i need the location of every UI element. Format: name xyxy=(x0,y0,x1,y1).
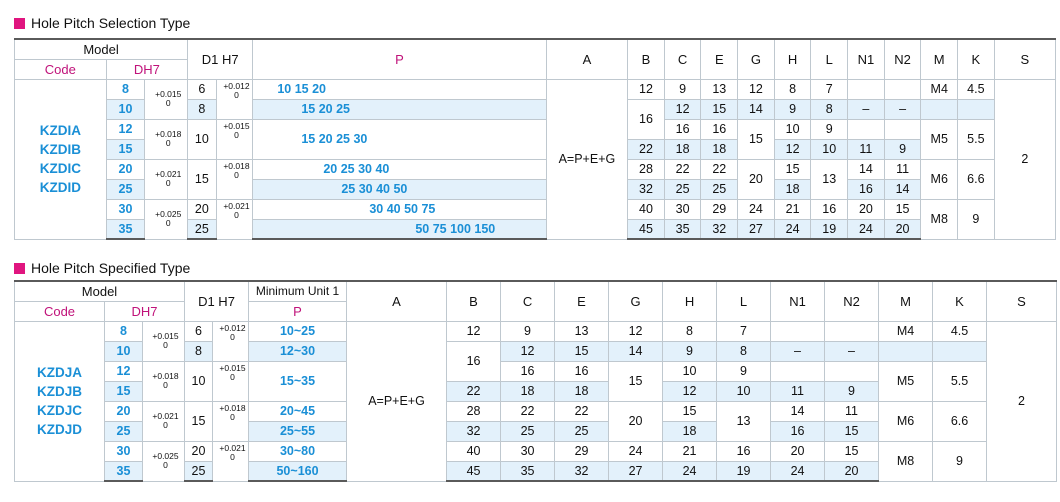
l-value: 10 xyxy=(811,139,848,159)
h-value: 12 xyxy=(774,139,811,159)
n1-value: – xyxy=(848,99,885,119)
e-value: 18 xyxy=(701,139,738,159)
d1-tolerance: +0.012 0 xyxy=(216,79,253,119)
m-header: M xyxy=(879,281,933,321)
d-value: 8 xyxy=(106,79,145,99)
n2-value: – xyxy=(884,99,921,119)
d1-tolerance: +0.015 0 xyxy=(216,119,253,159)
h-value: 10 xyxy=(663,361,717,381)
d-value: 25 xyxy=(105,421,143,441)
g-value: 14 xyxy=(738,99,775,119)
n2-value: – xyxy=(825,341,879,361)
h-value: 12 xyxy=(663,381,717,401)
g-value: 27 xyxy=(609,461,663,481)
h-value: 24 xyxy=(774,219,811,239)
h-value: 18 xyxy=(774,179,811,199)
d1h7-header: D1 H7 xyxy=(188,39,253,79)
c-value: 16 xyxy=(664,119,701,139)
l-value: 7 xyxy=(717,321,771,341)
d-tolerance: +0.021 0 xyxy=(145,159,188,199)
b-header: B xyxy=(447,281,501,321)
d-value: 20 xyxy=(105,401,143,421)
code-item: KZDIA xyxy=(39,123,81,138)
d1-value: 6 xyxy=(188,79,217,99)
d1-value: 10 xyxy=(188,119,217,159)
p-values: 10~25 xyxy=(249,321,347,341)
min-unit-header: Minimum Unit 1 xyxy=(249,281,347,301)
g-value: 15 xyxy=(609,361,663,401)
m-value: M5 xyxy=(921,119,958,159)
d1-tolerance: +0.018 0 xyxy=(213,401,249,441)
d1-tolerance: +0.021 0 xyxy=(216,199,253,239)
g-value: 27 xyxy=(738,219,775,239)
l-value: 10 xyxy=(717,381,771,401)
a-formula: A=P+E+G xyxy=(546,79,627,239)
m-value xyxy=(879,341,933,361)
n1-value: 24 xyxy=(848,219,885,239)
b-value: 45 xyxy=(628,219,665,239)
n2-header: N2 xyxy=(825,281,879,321)
h-value: 15 xyxy=(774,159,811,179)
a-formula: A=P+E+G xyxy=(347,321,447,481)
e-value: 32 xyxy=(701,219,738,239)
g-value: 20 xyxy=(738,159,775,199)
h-value: 9 xyxy=(774,99,811,119)
l-value: 7 xyxy=(811,79,848,99)
m-value: M4 xyxy=(921,79,958,99)
h-value: 8 xyxy=(663,321,717,341)
e-header: E xyxy=(555,281,609,321)
m-value: M6 xyxy=(921,159,958,199)
d-value: 35 xyxy=(105,461,143,481)
l-value: 13 xyxy=(717,401,771,441)
n1-value: 16 xyxy=(848,179,885,199)
c-value: 35 xyxy=(664,219,701,239)
p-values: 50 75 100 150 xyxy=(253,219,546,239)
b-value: 28 xyxy=(628,159,665,179)
n1-value xyxy=(848,79,885,99)
d-value: 15 xyxy=(105,381,143,401)
d-value: 35 xyxy=(106,219,145,239)
c-value: 9 xyxy=(501,321,555,341)
dh7-header: DH7 xyxy=(106,59,187,79)
h-value: 21 xyxy=(774,199,811,219)
b-value: 16 xyxy=(628,99,665,139)
h-value: 18 xyxy=(663,421,717,441)
code-item: KZDJB xyxy=(36,384,82,399)
b-value: 22 xyxy=(447,381,501,401)
d1-tolerance: +0.015 0 xyxy=(213,361,249,401)
h-value: 9 xyxy=(663,341,717,361)
c-value: 35 xyxy=(501,461,555,481)
c-value: 18 xyxy=(664,139,701,159)
a-header: A xyxy=(546,39,627,79)
e-value: 22 xyxy=(555,401,609,421)
p-values: 10 15 20 xyxy=(253,79,546,99)
d-value: 8 xyxy=(105,321,143,341)
m-header: M xyxy=(921,39,958,79)
n2-value: 9 xyxy=(884,139,921,159)
section-title-text: Hole Pitch Specified Type xyxy=(31,260,191,276)
g-value: 24 xyxy=(738,199,775,219)
p-values: 20 25 30 40 xyxy=(253,159,546,179)
d1-value: 25 xyxy=(185,461,213,481)
d-value: 25 xyxy=(106,179,145,199)
l-value: 19 xyxy=(811,219,848,239)
b-header: B xyxy=(628,39,665,79)
l-value: 9 xyxy=(717,361,771,381)
d-tolerance: +0.025 0 xyxy=(143,441,185,481)
p-values: 25~55 xyxy=(249,421,347,441)
c-value: 12 xyxy=(501,341,555,361)
code-item: KZDJA xyxy=(36,365,82,380)
s-value: 2 xyxy=(994,79,1055,239)
n2-value xyxy=(884,119,921,139)
e-value: 16 xyxy=(555,361,609,381)
b-value: 32 xyxy=(447,421,501,441)
g-value: 12 xyxy=(609,321,663,341)
s-header: S xyxy=(987,281,1057,321)
m-value: M8 xyxy=(921,199,958,239)
dh7-header: DH7 xyxy=(105,301,185,321)
e-value: 13 xyxy=(555,321,609,341)
k-value: 5.5 xyxy=(958,119,995,159)
s-header: S xyxy=(994,39,1055,79)
b-value: 16 xyxy=(447,341,501,381)
l-value: 19 xyxy=(717,461,771,481)
code-header: Code xyxy=(15,59,107,79)
l-value: 13 xyxy=(811,159,848,199)
n1-value: – xyxy=(771,341,825,361)
n1-header: N1 xyxy=(771,281,825,321)
d1-value: 25 xyxy=(188,219,217,239)
b-value: 22 xyxy=(628,139,665,159)
h-value: 15 xyxy=(663,401,717,421)
code-item: KZDIB xyxy=(39,142,81,157)
p-header: P xyxy=(249,301,347,321)
p-values: 12~30 xyxy=(249,341,347,361)
n2-header: N2 xyxy=(884,39,921,79)
n2-value xyxy=(825,361,879,381)
n1-value: 11 xyxy=(771,381,825,401)
c-header: C xyxy=(501,281,555,321)
d1-value: 15 xyxy=(185,401,213,441)
d1h7-header: D1 H7 xyxy=(185,281,249,321)
e-value: 25 xyxy=(555,421,609,441)
k-value: 5.5 xyxy=(933,361,987,401)
d-tolerance: +0.018 0 xyxy=(143,361,185,401)
d1-tolerance: +0.021 0 xyxy=(213,441,249,481)
p-values: 15 20 25 30 xyxy=(253,119,546,159)
k-header: K xyxy=(933,281,987,321)
n2-value: 15 xyxy=(825,441,879,461)
h-value: 21 xyxy=(663,441,717,461)
title-bullet-icon xyxy=(14,18,25,29)
d1-value: 8 xyxy=(185,341,213,361)
g-header: G xyxy=(738,39,775,79)
p-values: 30~80 xyxy=(249,441,347,461)
k-value: 4.5 xyxy=(933,321,987,341)
e-value: 32 xyxy=(555,461,609,481)
d1-value: 20 xyxy=(188,199,217,219)
n2-value: 14 xyxy=(884,179,921,199)
d-value: 20 xyxy=(106,159,145,179)
l-value: 8 xyxy=(717,341,771,361)
e-value: 25 xyxy=(701,179,738,199)
code-item: KZDJC xyxy=(36,403,82,418)
c-header: C xyxy=(664,39,701,79)
n1-value: 20 xyxy=(848,199,885,219)
code-item: KZDIC xyxy=(39,161,81,176)
k-value xyxy=(933,341,987,361)
m-value: M5 xyxy=(879,361,933,401)
n1-value: 24 xyxy=(771,461,825,481)
d1-value: 10 xyxy=(185,361,213,401)
d1-tolerance: +0.012 0 xyxy=(213,321,249,361)
d-value: 10 xyxy=(106,99,145,119)
d1-tolerance: +0.018 0 xyxy=(216,159,253,199)
title-bullet-icon xyxy=(14,263,25,274)
g-value: 15 xyxy=(738,119,775,159)
n2-value xyxy=(825,321,879,341)
h-header: H xyxy=(663,281,717,321)
b-value: 12 xyxy=(447,321,501,341)
p-values: 30 40 50 75 xyxy=(253,199,546,219)
d1-value: 6 xyxy=(185,321,213,341)
n2-value: 11 xyxy=(825,401,879,421)
k-value: 4.5 xyxy=(958,79,995,99)
k-value: 6.6 xyxy=(958,159,995,199)
c-value: 25 xyxy=(501,421,555,441)
l-header: L xyxy=(811,39,848,79)
code-header: Code xyxy=(15,301,105,321)
p-values: 50~160 xyxy=(249,461,347,481)
b-value: 40 xyxy=(628,199,665,219)
n1-value xyxy=(771,361,825,381)
n2-value: 15 xyxy=(825,421,879,441)
d-value: 12 xyxy=(105,361,143,381)
b-value: 45 xyxy=(447,461,501,481)
d-tolerance: +0.015 0 xyxy=(143,321,185,361)
d-value: 30 xyxy=(105,441,143,461)
g-value: 14 xyxy=(609,341,663,361)
d1-value: 20 xyxy=(185,441,213,461)
g-value: 12 xyxy=(738,79,775,99)
selection-spec-table xyxy=(14,38,1056,240)
h-value: 8 xyxy=(774,79,811,99)
g-value: 24 xyxy=(609,441,663,461)
c-value: 30 xyxy=(664,199,701,219)
d1-value: 8 xyxy=(188,99,217,119)
n2-value: 9 xyxy=(825,381,879,401)
b-value: 40 xyxy=(447,441,501,461)
b-value: 28 xyxy=(447,401,501,421)
c-value: 16 xyxy=(501,361,555,381)
k-value: 6.6 xyxy=(933,401,987,441)
m-value: M4 xyxy=(879,321,933,341)
l-value: 8 xyxy=(811,99,848,119)
h-value: 24 xyxy=(663,461,717,481)
section-title-specified xyxy=(14,259,190,277)
h-header: H xyxy=(774,39,811,79)
m-value: M6 xyxy=(879,401,933,441)
code-item: KZDID xyxy=(39,180,81,195)
e-value: 29 xyxy=(701,199,738,219)
section-title-selection xyxy=(14,14,190,32)
n2-value: 15 xyxy=(884,199,921,219)
model-header: Model xyxy=(15,281,185,301)
e-value: 15 xyxy=(701,99,738,119)
e-value: 15 xyxy=(555,341,609,361)
d-value: 30 xyxy=(106,199,145,219)
c-value: 12 xyxy=(664,99,701,119)
b-value: 32 xyxy=(628,179,665,199)
code-list xyxy=(15,79,107,239)
model-header: Model xyxy=(15,39,188,59)
n1-value xyxy=(848,119,885,139)
code-list xyxy=(15,321,105,481)
e-value: 18 xyxy=(555,381,609,401)
n1-value: 16 xyxy=(771,421,825,441)
n1-value: 20 xyxy=(771,441,825,461)
g-header: G xyxy=(609,281,663,321)
n2-value: 11 xyxy=(884,159,921,179)
e-header: E xyxy=(701,39,738,79)
m-value xyxy=(921,99,958,119)
n1-value xyxy=(771,321,825,341)
specified-spec-table xyxy=(14,280,1057,482)
e-value: 29 xyxy=(555,441,609,461)
k-value xyxy=(958,99,995,119)
h-value: 10 xyxy=(774,119,811,139)
d-tolerance: +0.021 0 xyxy=(143,401,185,441)
p-values: 15~35 xyxy=(249,361,347,401)
code-item: KZDJD xyxy=(36,422,82,437)
n2-value xyxy=(884,79,921,99)
l-value: 16 xyxy=(811,199,848,219)
n1-header: N1 xyxy=(848,39,885,79)
s-value: 2 xyxy=(987,321,1057,481)
c-value: 22 xyxy=(664,159,701,179)
e-value: 13 xyxy=(701,79,738,99)
k-value: 9 xyxy=(933,441,987,481)
l-value: 9 xyxy=(811,119,848,139)
p-values: 15 20 25 xyxy=(253,99,546,119)
k-value: 9 xyxy=(958,199,995,239)
l-value: 16 xyxy=(717,441,771,461)
d-tolerance: +0.025 0 xyxy=(145,199,188,239)
c-value: 18 xyxy=(501,381,555,401)
g-value: 20 xyxy=(609,401,663,441)
c-value: 30 xyxy=(501,441,555,461)
n1-value: 14 xyxy=(848,159,885,179)
a-header: A xyxy=(347,281,447,321)
c-value: 22 xyxy=(501,401,555,421)
b-value: 12 xyxy=(628,79,665,99)
e-value: 16 xyxy=(701,119,738,139)
n1-value: 11 xyxy=(848,139,885,159)
d-tolerance: +0.015 0 xyxy=(145,79,188,119)
d-tolerance: +0.018 0 xyxy=(145,119,188,159)
section-title-text: Hole Pitch Selection Type xyxy=(31,15,191,31)
d1-value: 15 xyxy=(188,159,217,199)
m-value: M8 xyxy=(879,441,933,481)
n2-value: 20 xyxy=(884,219,921,239)
e-value: 22 xyxy=(701,159,738,179)
c-value: 9 xyxy=(664,79,701,99)
p-header: P xyxy=(253,39,546,79)
d-value: 10 xyxy=(105,341,143,361)
n2-value: 20 xyxy=(825,461,879,481)
c-value: 25 xyxy=(664,179,701,199)
l-header: L xyxy=(717,281,771,321)
n1-value: 14 xyxy=(771,401,825,421)
k-header: K xyxy=(958,39,995,79)
p-values: 25 30 40 50 xyxy=(253,179,546,199)
d-value: 15 xyxy=(106,139,145,159)
d-value: 12 xyxy=(106,119,145,139)
p-values: 20~45 xyxy=(249,401,347,421)
